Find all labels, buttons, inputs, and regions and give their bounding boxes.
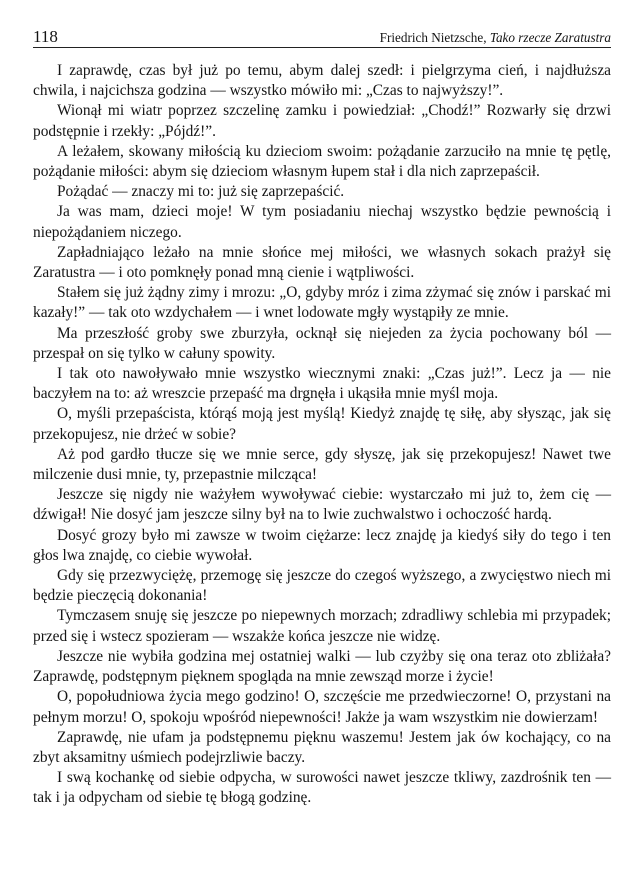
paragraph: Aż pod gardło tłucze się we mnie serce, gdy słyszę, jak się przekopujesz! Nawet twe milczenie dusi mnie, ty, przepastnie milcząca! bbox=[33, 445, 611, 484]
paragraph: I zaprawdę, czas był już po temu, abym dalej szedł: i pielgrzyma cień, i najdłuższa chwila, i najcichsza godzina — wszystko mówiło mi: „Czas to najwyższy!”. bbox=[33, 62, 611, 100]
paragraph: I tak oto nawoływało mnie wszystko wiecznymi znaki: „Czas już!”. Lecz ja — nie baczyłem na to: aż wreszcie przepaść ma drgnęła i ukąsiła mnie myśl moja. bbox=[33, 365, 611, 403]
paragraph: Zapładniająco leżało na mnie słońce mej miłości, we własnych sokach prażył się Zaratustra — i oto pomknęły ponad mną cienie i wątpliwości. bbox=[33, 243, 611, 282]
paragraph: Wionął mi wiatr poprzez szczelinę zamku i powiedział: „Chodź!” Rozwarły się drzwi podstępnie i rzekły: „Pójdź!”. bbox=[33, 102, 611, 140]
paragraph: Jeszcze nie wybiła godzina mej ostatniej walki — lub czyżby się ona teraz oto zbliżała? Zaprawdę, podstępnym pięknem spogląda na mnie zewsząd morze i życie! bbox=[33, 647, 611, 686]
paragraph: Gdy się przezwyciężę, przemogę się jeszcze do czegoś wyższego, a zwycięstwo niech mi będzie pieczęcią dokonania! bbox=[33, 567, 611, 605]
book-title: Tako rzecze Zaratustra bbox=[489, 30, 611, 45]
paragraph: A leżałem, skowany miłością ku dzieciom swoim: pożądanie zarzuciło na mnie tę pętlę, pożądanie miłości: abym się dzieciom własnym łupem stał i dla nich zaprzepaścił. bbox=[33, 142, 611, 181]
paragraph: Ma przeszłość groby swe zburzyła, ocknął się niejeden za życia pochowany ból — przespał on się tylko w całuny spowity. bbox=[33, 324, 611, 362]
running-header bbox=[33, 27, 611, 47]
paragraph: Zaprawdę, nie ufam ja podstępnemu pięknu waszemu! Jestem jak ów kochający, co na zbyt aksamitny uśmiech podejrzliwie baczy. bbox=[33, 728, 611, 766]
paragraph: Tymczasem snuję się jeszcze po niepewnych morzach; zdradliwy schlebia mi przypadek; przed się i wstecz spozieram — wszakże końca jeszcze nie widzę. bbox=[33, 607, 611, 645]
paragraph: Stałem się już żądny zimy i mrozu: „O, gdyby mróz i zima zżymać się znów i parskać mi kazały!” — tak oto wzdychałem — i wnet lodowate mgły wystąpiły ze mnie. bbox=[33, 284, 611, 322]
author-name: Friedrich Nietzsche, bbox=[379, 30, 487, 45]
paragraph: Jeszcze się nigdy nie ważyłem wywoływać ciebie: wystarczało mi już to, żem cię — dźwigał! Nie dosyć jam jeszcze silny był na to lwie zuchwalstwo i ochoczość hardą. bbox=[33, 486, 611, 524]
paragraph: O, myśli przepaścista, którąś moją jest myślą! Kiedyż znajdę tę siłę, aby słysząc, jak się przekopujesz, nie drżeć w sobie? bbox=[33, 405, 611, 443]
header-rule bbox=[33, 47, 611, 48]
page-number: 118 bbox=[33, 27, 58, 46]
paragraph: O, popołudniowa życia mego godzino! O, szczęście me przedwieczorne! O, przystani na pełnym morzu! O, spokoju wpośród niepewności! Jakże ja wam wszystkim nie dowierzam! bbox=[33, 688, 611, 726]
running-title bbox=[380, 30, 611, 46]
paragraph: I swą kochankę od siebie odpycha, w surowości nawet jeszcze tkliwy, zazdrośnik ten — tak i ja odpycham od siebie tę błogą godzinę. bbox=[33, 769, 611, 807]
body-text bbox=[33, 61, 611, 809]
paragraph: Ja was mam, dzieci moje! W tym posiadaniu niechaj wszystko będzie pewnością i niepożądaniem niczego. bbox=[33, 203, 611, 241]
paragraph: Dosyć grozy było mi zawsze w twoim ciężarze: lecz znajdę ja kiedyś siły do tego i ten głos lwa znajdę, co ciebie wywołał. bbox=[33, 526, 611, 564]
paragraph: Pożądać — znaczy mi to: już się zaprzepaścić. bbox=[57, 183, 345, 201]
